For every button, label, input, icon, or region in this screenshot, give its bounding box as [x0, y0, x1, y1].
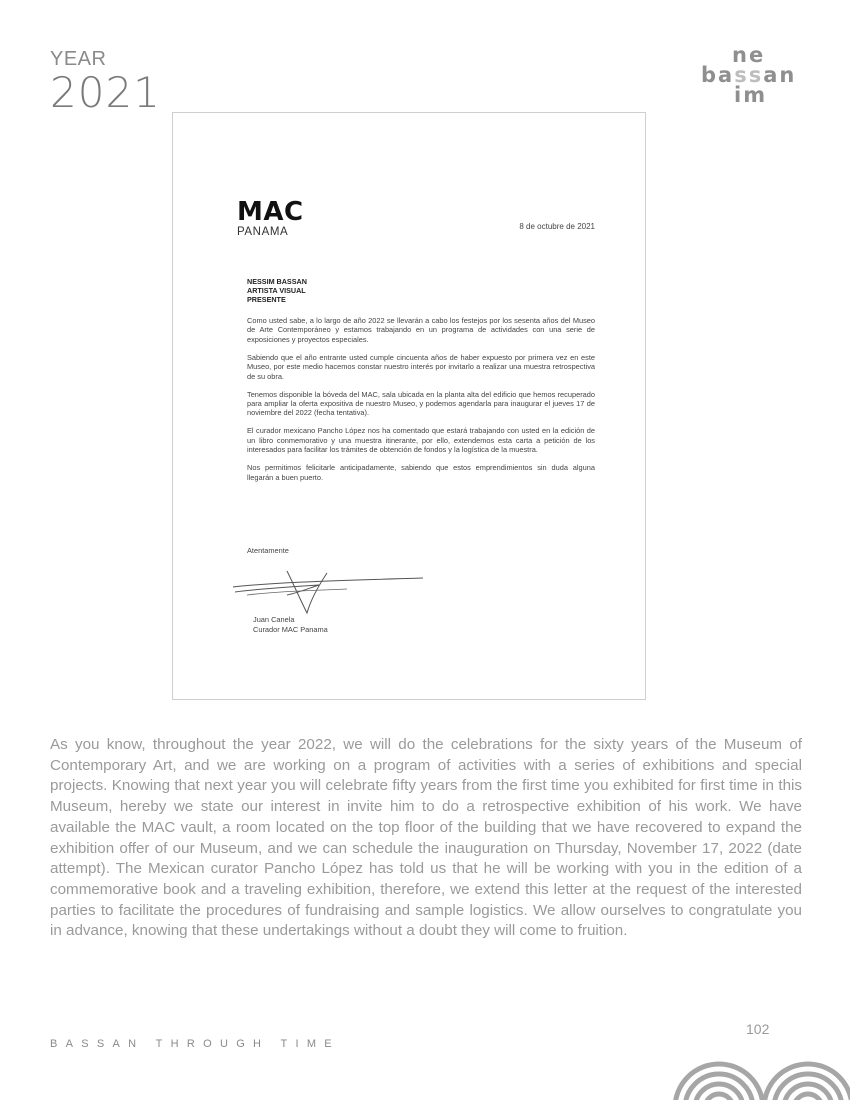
letter-closing: Atentamente [247, 546, 289, 555]
page-number: 102 [746, 1021, 770, 1037]
letter-paragraph: El curador mexicano Pancho López nos ha comentado que estará trabajando con usted en la edición de un libro conmemorativo y una muestra itinerante, por ello, extendemos esta carta a petición de los interesados para facilitar los trámites de obtención de fondos y la logística de la muestra. [247, 426, 595, 455]
signer-name: Juan Canela [253, 615, 295, 624]
letter-signer [253, 615, 328, 635]
letter-paragraph: Tenemos disponible la bóveda del MAC, sala ubicada en la planta alta del edificio que hemos recuperado para ampliar la oferta expositiva de nuestro Museo, y podemos agendarla para inaugurar el jueves 17 de noviembre del 2022 (fecha tentativa). [247, 389, 595, 418]
logo-line-2-c: an [763, 63, 797, 87]
decorative-arcs-icon [672, 1048, 850, 1100]
logo-line-2-b: ss [734, 63, 764, 87]
signer-title: Curador MAC Panama [253, 625, 328, 634]
year-number: 2021 [50, 68, 161, 117]
letter-content [173, 113, 645, 699]
address-line: NESSIM BASSAN [247, 277, 307, 286]
letter-date: 8 de octubre de 2021 [519, 222, 595, 231]
mac-logo-sub: PANAMA [237, 226, 289, 238]
bassan-logo [696, 43, 806, 110]
signature [227, 565, 427, 617]
letter-body [247, 316, 595, 491]
letter-address [247, 277, 307, 304]
address-line: PRESENTE [247, 295, 286, 304]
year-label: YEAR [50, 48, 107, 70]
logo-line-1: ne [732, 43, 766, 67]
mac-logo [237, 199, 304, 238]
translation-text: As you know, throughout the year 2022, we will do the celebrations for the sixty years of the Museum of Contemporary Art, and we are working on a program of activities with a series of exhibitions and special projects. Knowing that next year you will celebrate fifty years from the first time you exhibited for first time in this Museum, hereby we state our interest in invite him to do a retrospective exhibition of his work. We have available the MAC vault, a room located on the top floor of the building that we have recovered to expand the exhibition offer of our Museum, and we can schedule the inauguration on Thursday, November 17, 2022 (date attempt). The Mexican curator Pancho López has told us that he will be working with you in the edition of a commemorative book and a traveling exhibition, therefore, we extend this letter at the request of the interested parties to facilitate the procedures of fundraising and sample logistics. We allow ourselves to congratulate you in advance, knowing that these undertakings without a doubt they will come to fruition. [50, 736, 802, 940]
letter-image [172, 112, 646, 700]
letter-paragraph: Sabiendo que el año entrante usted cumple cincuenta años de haber expuesto por primera vez en este Museo, por este medio hacemos constar nuestro interés por invitarlo a realizar una muestra retrospectiva de su obra. [247, 352, 595, 381]
mac-logo-main: MAC [237, 197, 304, 227]
logo-line-2-a: ba [701, 63, 735, 87]
logo-line-3: im [734, 83, 768, 107]
letter-paragraph: Como usted sabe, a lo largo de año 2022 se llevarán a cabo los festejos por los sesenta años del Museo de Arte Contemporáneo y estamos trabajando en un programa de actividades con una serie de exposiciones y proyectos especiales. [247, 316, 595, 344]
footer-series-title: BASSAN THROUGH TIME [50, 1038, 340, 1050]
letter-paragraph: Nos permitimos felicitarle anticipadamente, sabiendo que estos emprendimientos sin duda alguna llegarán a buen puerto. [247, 463, 595, 482]
address-line: ARTISTA VISUAL [247, 286, 306, 295]
